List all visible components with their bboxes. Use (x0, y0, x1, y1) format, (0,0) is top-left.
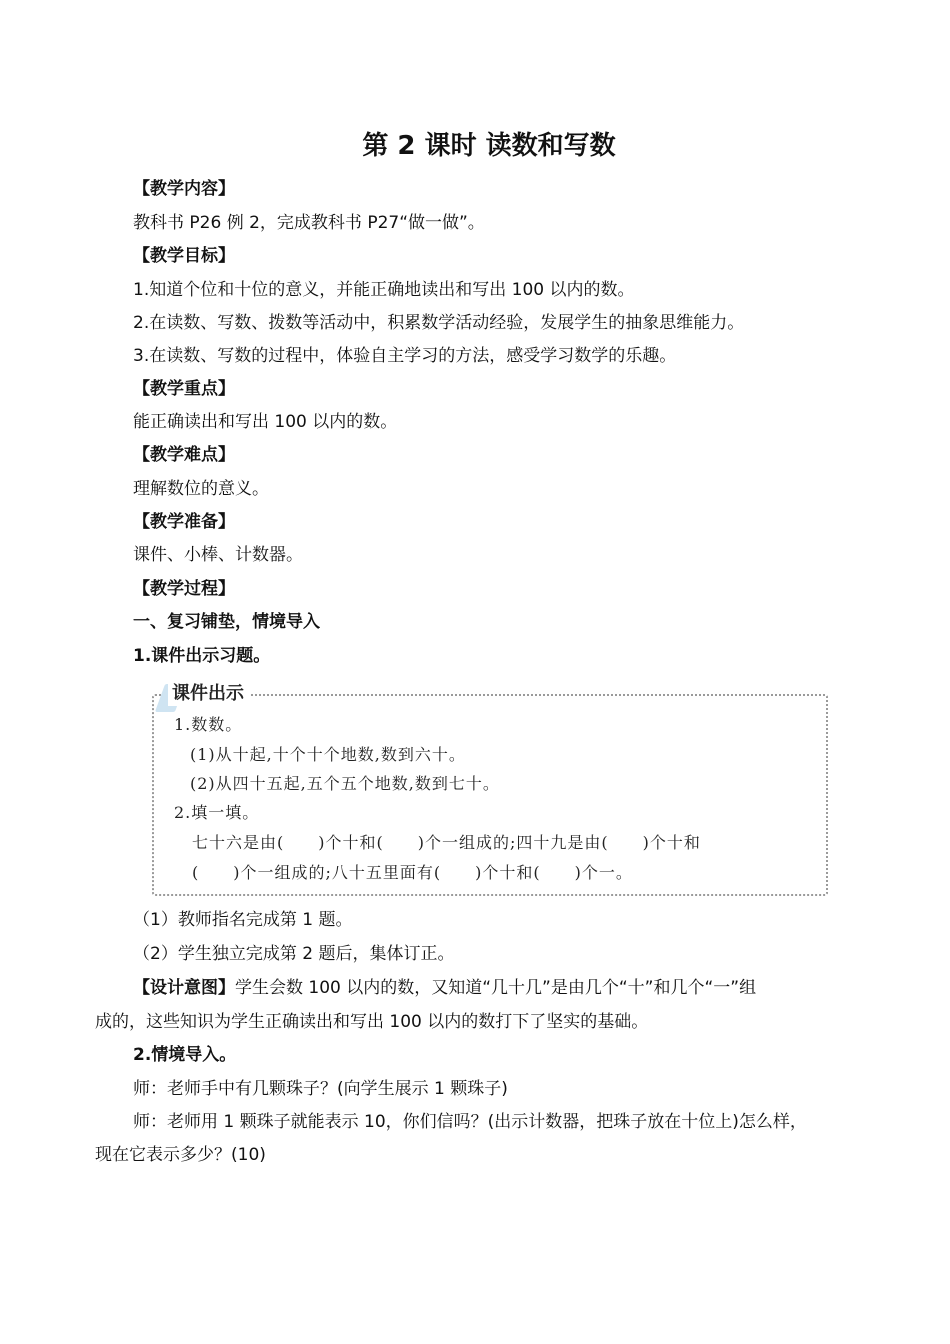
goal-item: 3.在读数、写数的过程中，体验自主学习的方法，感受学习数学的乐趣。 (133, 346, 677, 366)
prep-heading: 【教学准备】 (133, 512, 235, 532)
dialog-line: 师：老师手中有几颗珠子？(向学生展示 1 颗珠子) (133, 1079, 508, 1099)
key-heading: 【教学重点】 (133, 379, 235, 399)
exercise-line: (1)从十起,十个十个地数,数到六十。 (190, 745, 466, 764)
design-intent-label: 【设计意图】 (133, 978, 235, 998)
exercise-line: 1.数数。 (174, 715, 243, 734)
content-heading: 【教学内容】 (133, 179, 235, 199)
dialog-line: 师：老师用 1 颗珠子就能表示 10，你们信吗？(出示计数器，把珠子放在十位上)怎么样， (133, 1112, 807, 1132)
goal-item: 2.在读数、写数、拨数等活动中，积累数学活动经验，发展学生的抽象思维能力。 (133, 313, 745, 333)
goal-item: 1.知道个位和十位的意义，并能正确地读出和写出 100 以内的数。 (133, 280, 635, 300)
page-title: 第 2 课时 读数和写数 (362, 131, 616, 161)
exercise-line: (2)从四十五起,五个五个地数,数到七十。 (190, 774, 500, 793)
goals-heading: 【教学目标】 (133, 246, 235, 266)
design-intent-line (133, 977, 756, 999)
exercise-tag: 课件出示 (168, 682, 250, 706)
difficulty-text: 理解数位的意义。 (133, 479, 269, 499)
step-heading: 1.课件出示习题。 (133, 646, 271, 666)
prep-text: 课件、小棒、计数器。 (133, 545, 303, 565)
difficulty-heading: 【教学难点】 (133, 445, 235, 465)
design-intent-text-cont: 成的，这些知识为学生正确读出和写出 100 以内的数打下了坚实的基础。 (95, 1012, 649, 1032)
exercise-line: 七十六是由( )个十和( )个一组成的;四十九是由( )个十和 (192, 833, 701, 852)
exercise-line: 2.填一填。 (174, 803, 260, 822)
content-text: 教科书 P26 例 2，完成教科书 P27“做一做”。 (133, 213, 485, 233)
note-item: （1）教师指名完成第 1 题。 (133, 910, 353, 930)
section-heading: 一、复习铺垫，情境导入 (133, 612, 320, 632)
dialog-line-cont: 现在它表示多少？(10) (95, 1145, 266, 1165)
key-text: 能正确读出和写出 100 以内的数。 (133, 412, 398, 432)
exercise-line: ( )个一组成的;八十五里面有( )个十和( )个一。 (192, 863, 633, 882)
note-item: （2）学生独立完成第 2 题后，集体订正。 (133, 944, 455, 964)
step-heading: 2.情境导入。 (133, 1045, 237, 1065)
process-heading: 【教学过程】 (133, 579, 235, 599)
design-intent-text: 学生会数 100 以内的数，又知道“几十几”是由几个“十”和几个“一”组 (235, 978, 757, 998)
